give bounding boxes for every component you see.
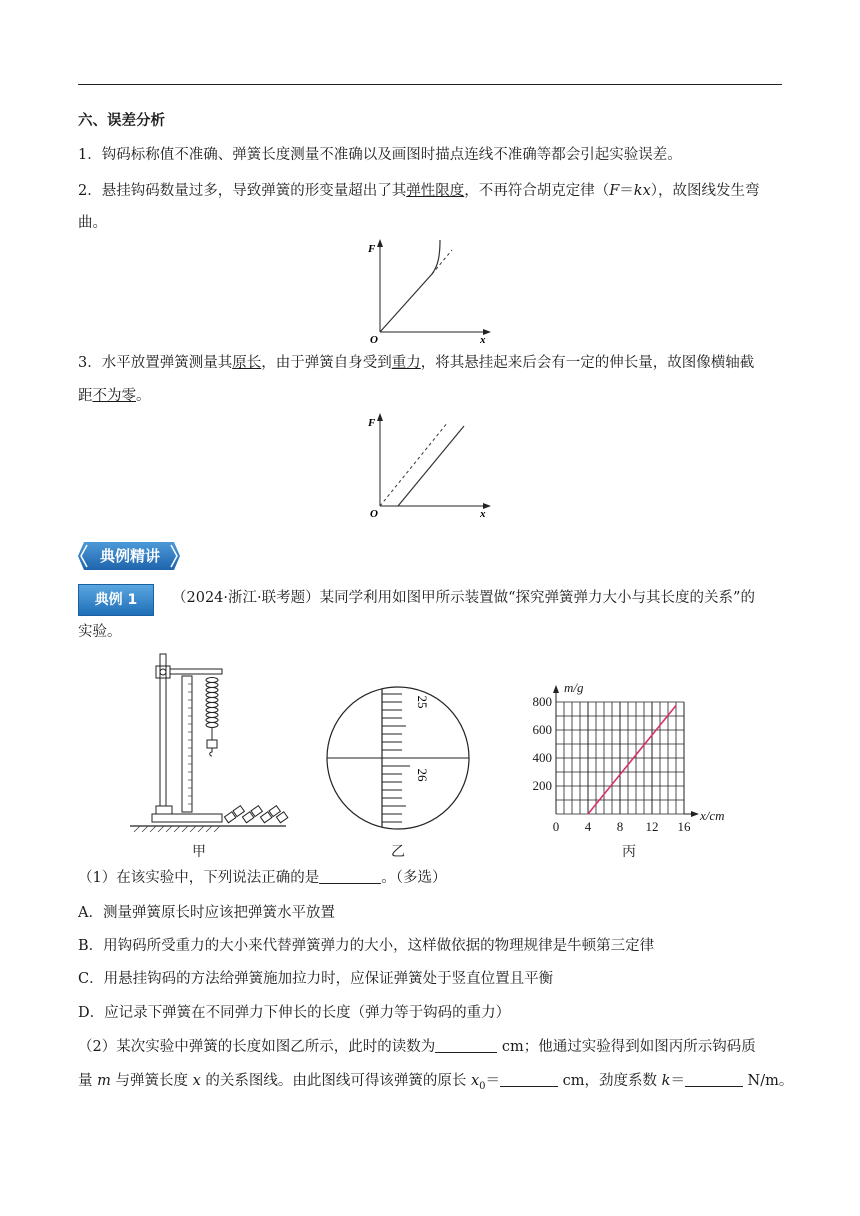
y-tick-label: 200 xyxy=(532,778,552,793)
data-line xyxy=(588,706,676,815)
section-banner xyxy=(78,540,182,572)
mass-length-chart xyxy=(520,664,740,840)
graph1-label-F: F xyxy=(368,243,376,255)
caption-bing: 丙 xyxy=(622,844,636,860)
graph1-label-x: x xyxy=(480,334,486,344)
y-axis-label: m/g xyxy=(564,680,584,695)
x-axis-arrow xyxy=(691,811,699,817)
apparatus-figure xyxy=(126,648,296,838)
option-d: D．应记录下弹簧在不同弹力下伸长的长度（弹力等于钩码的重力） xyxy=(78,1005,511,1021)
caption-jia: 甲 xyxy=(192,844,206,860)
answer-blank-original-length[interactable] xyxy=(500,1072,558,1087)
question-1-stem: （1）在该实验中，下列说法正确的是 。（多选） xyxy=(78,870,447,886)
item-3-cont: 距不为零。 xyxy=(78,388,151,404)
x-tick-label: 16 xyxy=(677,819,691,834)
example-badge: 典例 1 xyxy=(78,584,154,616)
answer-blank-reading[interactable] xyxy=(435,1038,497,1053)
x-axis-label: x/cm xyxy=(700,808,725,823)
answer-blank-stiffness[interactable] xyxy=(685,1072,743,1087)
section-title: 六、误差分析 xyxy=(78,112,165,129)
ruler-label-26: 26 xyxy=(415,768,430,782)
graph-bending xyxy=(360,236,500,344)
graph2-label-x: x xyxy=(480,508,486,520)
y-tick-label: 800 xyxy=(532,694,552,709)
underline-elastic-limit: 弹性限度 xyxy=(406,183,465,199)
graph2-label-O: O xyxy=(370,508,378,520)
caption-yi: 乙 xyxy=(391,844,405,860)
banner-label: 典例精讲 xyxy=(99,547,160,565)
example-text-2: 实验。 xyxy=(78,624,122,640)
graph-offset xyxy=(360,410,500,520)
y-tick-label: 400 xyxy=(532,750,552,765)
graph1-label-O: O xyxy=(370,334,378,344)
x-tick-label: 4 xyxy=(584,819,592,834)
question-2-line-1: （2）某次实验中弹簧的长度如图乙所示，此时的读数为 cm；他通过实验得到如图丙所示钩码质 xyxy=(78,1039,756,1055)
y-tick-label: 600 xyxy=(532,722,552,737)
item-3: 3．水平放置弹簧测量其原长，由于弹簧自身受到重力，将其悬挂起来后会有一定的伸长量，故图像横轴截 xyxy=(78,355,755,371)
x-tick-label: 12 xyxy=(645,819,659,834)
item-1: 1．钩码标称值不准确、弹簧长度测量不准确以及画图时描点连线不准确等都会引起实验误差。 xyxy=(78,147,682,163)
question-2-line-2: 量 m 与弹簧长度 x 的关系图线。由此图线可得该弹簧的原长 $x_0=$ cm，劲度系数 k＝ N/m。 xyxy=(78,1073,794,1092)
x-tick-label: 0 xyxy=(552,819,560,834)
example-text-1: （2024·浙江·联考题）某同学利用如图甲所示装置做“探究弹簧弹力大小与其长度的关系”的 xyxy=(172,590,755,606)
ruler-label-25: 25 xyxy=(415,695,430,709)
item-2: 2．悬挂钩码数量过多，导致弹簧的形变量超出了其弹性限度，不再符合胡克定律（F＝kx），故图线发生弯 xyxy=(78,183,760,199)
y-axis-arrow xyxy=(553,685,559,693)
header-rule xyxy=(78,84,782,85)
option-c: C．用悬挂钩码的方法给弹簧施加拉力时，应保证弹簧处于竖直位置且平衡 xyxy=(78,971,554,987)
magnified-ruler-figure xyxy=(322,682,474,834)
x-tick-label: 8 xyxy=(616,819,624,834)
graph2-label-F: F xyxy=(368,417,376,429)
answer-blank-q1[interactable] xyxy=(319,869,381,884)
option-a: A．测量弹簧原长时应该把弹簧水平放置 xyxy=(78,905,335,921)
option-b: B．用钩码所受重力的大小来代替弹簧弹力的大小，这样做依据的物理规律是牛顿第三定律 xyxy=(78,938,655,954)
item-2-cont: 曲。 xyxy=(78,215,107,231)
